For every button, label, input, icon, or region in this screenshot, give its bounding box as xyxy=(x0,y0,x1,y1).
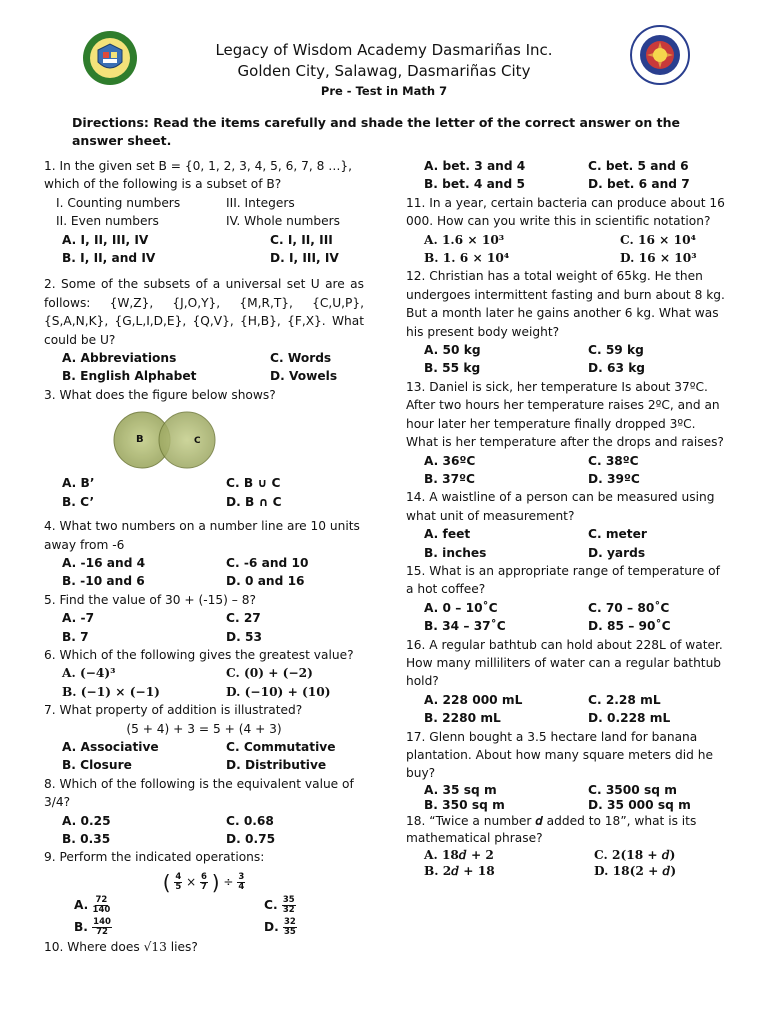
question-16 xyxy=(406,636,726,728)
question-text: 15. What is an appropriate range of temperature of a hot coffee? xyxy=(406,563,720,597)
choice-d: D. 0.75 xyxy=(226,832,276,846)
option: II. Even numbers xyxy=(56,214,159,229)
choice-d: D. Vowels xyxy=(270,369,338,384)
choice-b: B. 2𝑑 + 18 xyxy=(424,863,495,878)
choice-a: A. 50 kg xyxy=(424,343,481,358)
school-name: Legacy of Wisdom Academy Dasmariñas Inc. xyxy=(215,41,553,59)
choice-c: C. 38ºC xyxy=(588,453,639,468)
choice-a: A. (−4)³ xyxy=(62,666,116,681)
choice-b: B. I, II, and IV xyxy=(62,251,156,266)
school-address: Golden City, Salawag, Dasmariñas City xyxy=(237,62,531,80)
right-column xyxy=(406,157,726,879)
choice-b: B. 55 kg xyxy=(424,361,481,376)
question-13 xyxy=(406,378,726,488)
choice-a: A. 0.25 xyxy=(62,813,111,828)
choice-a: A. 36ºC xyxy=(424,453,476,468)
option: III. Integers xyxy=(226,195,295,210)
choice-c: C. meter xyxy=(588,527,647,542)
venn-circle-c xyxy=(159,412,215,468)
choice-a: A. 1.6 × 10³ xyxy=(424,232,505,247)
left-column xyxy=(44,157,364,956)
choice-a: A. 0 – 10˚C xyxy=(424,600,498,615)
question-10: 10. Where does √13 lies? xyxy=(44,939,198,954)
choice-a: A. -16 and 4 xyxy=(62,555,146,570)
choice-a: A. B’ xyxy=(62,476,95,491)
question-3 xyxy=(44,386,364,511)
choice-c: C. B ∪ C xyxy=(226,476,281,491)
sqrt-13: √13 xyxy=(143,939,167,954)
question-17 xyxy=(406,728,726,813)
question-7 xyxy=(44,701,364,775)
question-1 xyxy=(44,157,364,267)
question-4 xyxy=(44,517,364,591)
choice-b: B. 350 sq m xyxy=(424,797,505,812)
expression: ( $\frac{4}{5}$ × $\frac{6}{7}$ ) ÷ $\frac{3}{4}$ xyxy=(162,870,245,895)
choice-d: D. 0.228 mL xyxy=(588,711,671,726)
choice-c: C. 3500 sq m xyxy=(588,782,677,797)
question-text: 13. Daniel is sick, her temperature Is about 37ºC. After two hours her temperature raises 2ºC, and an hour later her temperature finally dropped 3ºC. What is her temperature after the drops and raises? xyxy=(406,379,724,450)
choice-c: C. 59 kg xyxy=(588,343,644,358)
question-11 xyxy=(406,194,726,268)
choice-a: A. 18𝑑 + 2 xyxy=(424,847,494,862)
choice-b: B. 37ºC xyxy=(424,471,475,486)
option: I. Counting numbers xyxy=(56,195,181,210)
choice-b: B. (−1) × (−1) xyxy=(62,684,160,699)
choice-a: A. I, II, III, IV xyxy=(62,232,149,247)
venn-label-b: B xyxy=(136,434,144,446)
question-text: 6. Which of the following gives the greatest value? xyxy=(44,647,354,662)
choice-a: A. $\frac{72}{140}$ xyxy=(74,894,111,915)
choice-b: B. English Alphabet xyxy=(62,369,197,384)
question-text: 7. What property of addition is illustrated? xyxy=(44,703,303,718)
question-text: 12. Christian has a total weight of 65kg. He then undergoes intermittent fasting and burn about 8 kg. But a month later he gains another 6 kg. What was his present body weight? xyxy=(406,269,725,339)
choice-a: A. 35 sq m xyxy=(424,782,497,797)
choice-d: D. 0 and 16 xyxy=(226,574,305,589)
question-6 xyxy=(44,646,364,701)
choice-c: C. (0) + (−2) xyxy=(226,666,313,681)
choice-d: D. 53 xyxy=(226,629,262,644)
choice-b: B. 0.35 xyxy=(62,832,111,846)
choice-b: B. 34 – 37˚C xyxy=(424,619,506,634)
venn-label-c: C xyxy=(194,436,201,447)
choice-c: C. -6 and 10 xyxy=(226,555,309,570)
question-8 xyxy=(44,775,364,849)
choice-d: D. 85 – 90˚C xyxy=(588,619,671,634)
choice-b: B. 2280 mL xyxy=(424,711,501,726)
choice-c: C. 27 xyxy=(226,611,261,626)
choice-c: C. 2.28 mL xyxy=(588,692,661,707)
question-text: 16. A regular bathtub can hold about 228L of water. How many milliliters of water can a regular bathtub hold? xyxy=(406,637,723,689)
choice-a: A. -7 xyxy=(62,611,95,626)
choice-d: D. Distributive xyxy=(226,758,327,773)
choice-d: D. 18(2 + 𝑑) xyxy=(594,863,677,878)
question-18 xyxy=(406,813,726,879)
venn-diagram xyxy=(44,410,364,470)
question-text: 14. A waistline of a person can be measured using what unit of measurement? xyxy=(406,490,715,523)
question-text: 8. Which of the following is the equivalent value of 3/4? xyxy=(44,776,354,810)
choice-a: A. 228 000 mL xyxy=(424,692,523,707)
question-text: 10. Where does xyxy=(44,939,144,954)
choice-d: D. 63 kg xyxy=(588,361,646,376)
question-10-choices xyxy=(406,157,726,194)
choice-d: D. 39ºC xyxy=(588,471,640,486)
question-14 xyxy=(406,488,726,562)
question-9 xyxy=(44,848,364,937)
choice-d: D. I, III, IV xyxy=(270,251,339,266)
choice-c: C. $\frac{35}{32}$ xyxy=(264,894,295,915)
choice-d: D. yards xyxy=(588,545,646,560)
choice-c: C. I, II, III xyxy=(270,232,333,247)
choice-d: D. (−10) + (10) xyxy=(226,684,331,699)
choice-d: D. $\frac{32}{35}$ xyxy=(264,916,296,937)
test-title: Pre - Test in Math 7 xyxy=(320,84,448,98)
choice-b: B. 1. 6 × 10⁴ xyxy=(424,251,510,266)
choice-c: C. 16 × 10⁴ xyxy=(620,232,696,247)
choice-b: B. inches xyxy=(424,545,487,560)
choice-a: A. Associative xyxy=(62,739,159,754)
question-text: 1. In the given set B = {0, 1, 2, 3, 4, 5, 6, 7, 8 …}, which of the following is a subset of B? xyxy=(44,159,353,192)
choice-b: B. $\frac{140}{72}$ xyxy=(74,916,111,937)
question-text: 17. Glenn bought a 3.5 hectare land for banana plantation. About how many square meters did he buy? xyxy=(406,729,713,781)
question-text: 18. “Twice a number 𝒅 added to 18”, what is its mathematical phrase? xyxy=(406,813,697,845)
option: IV. Whole numbers xyxy=(226,214,341,229)
question-text: 5. Find the value of 30 + (-15) – 8? xyxy=(44,592,256,607)
choice-b: B. Closure xyxy=(62,758,132,773)
choice-d: D. B ∩ C xyxy=(226,494,282,509)
question-text: 4. What two numbers on a number line are 10 units away from -6 xyxy=(44,519,360,552)
question-text: 11. In a year, certain bacteria can produce about 16 000. How can you write this in scientific notation? xyxy=(406,195,725,229)
choice-c: C. Words xyxy=(270,351,332,366)
question-2 xyxy=(44,275,364,385)
equation: (5 + 4) + 3 = 5 + (4 + 3) xyxy=(126,721,282,736)
choice-a: A. Abbreviations xyxy=(62,351,177,366)
choice-d: D. bet. 6 and 7 xyxy=(588,177,690,192)
question-text: 2. Some of the subsets of a universal set U are as follows: {W,Z}, {J,O,Y}, {M,R,T}, {C,U,P}, {S,A,N,K}, {G,L,I,D,E}, {Q,V}, {H,B}, {F,X}. What could be U? xyxy=(44,277,364,347)
choice-a: A. feet xyxy=(424,527,471,542)
question-text: 9. Perform the indicated operations: xyxy=(44,850,265,865)
question-text: 3. What does the figure below shows? xyxy=(44,387,276,402)
choice-c: C. 70 – 80˚C xyxy=(588,600,670,615)
choice-c: C. 2(18 + 𝑑) xyxy=(594,847,676,862)
question-12 xyxy=(406,267,726,377)
choice-a: A. bet. 3 and 4 xyxy=(424,159,526,173)
choice-d: D. 16 × 10³ xyxy=(620,251,697,266)
document-header xyxy=(0,40,768,100)
question-5 xyxy=(44,591,364,646)
choice-b: B. 7 xyxy=(62,629,89,644)
choice-d: D. 35 000 sq m xyxy=(588,797,691,812)
question-15 xyxy=(406,562,726,636)
choice-b: B. C’ xyxy=(62,494,95,509)
choice-b: B. -10 and 6 xyxy=(62,574,145,589)
directions: Directions: Read the items carefully and shade the letter of the correct answer on the answer sheet. xyxy=(72,115,680,148)
choice-b: B. bet. 4 and 5 xyxy=(424,177,525,192)
choice-c: C. bet. 5 and 6 xyxy=(588,159,689,173)
choice-c: C. 0.68 xyxy=(226,813,274,828)
choice-c: C. Commutative xyxy=(226,739,336,754)
